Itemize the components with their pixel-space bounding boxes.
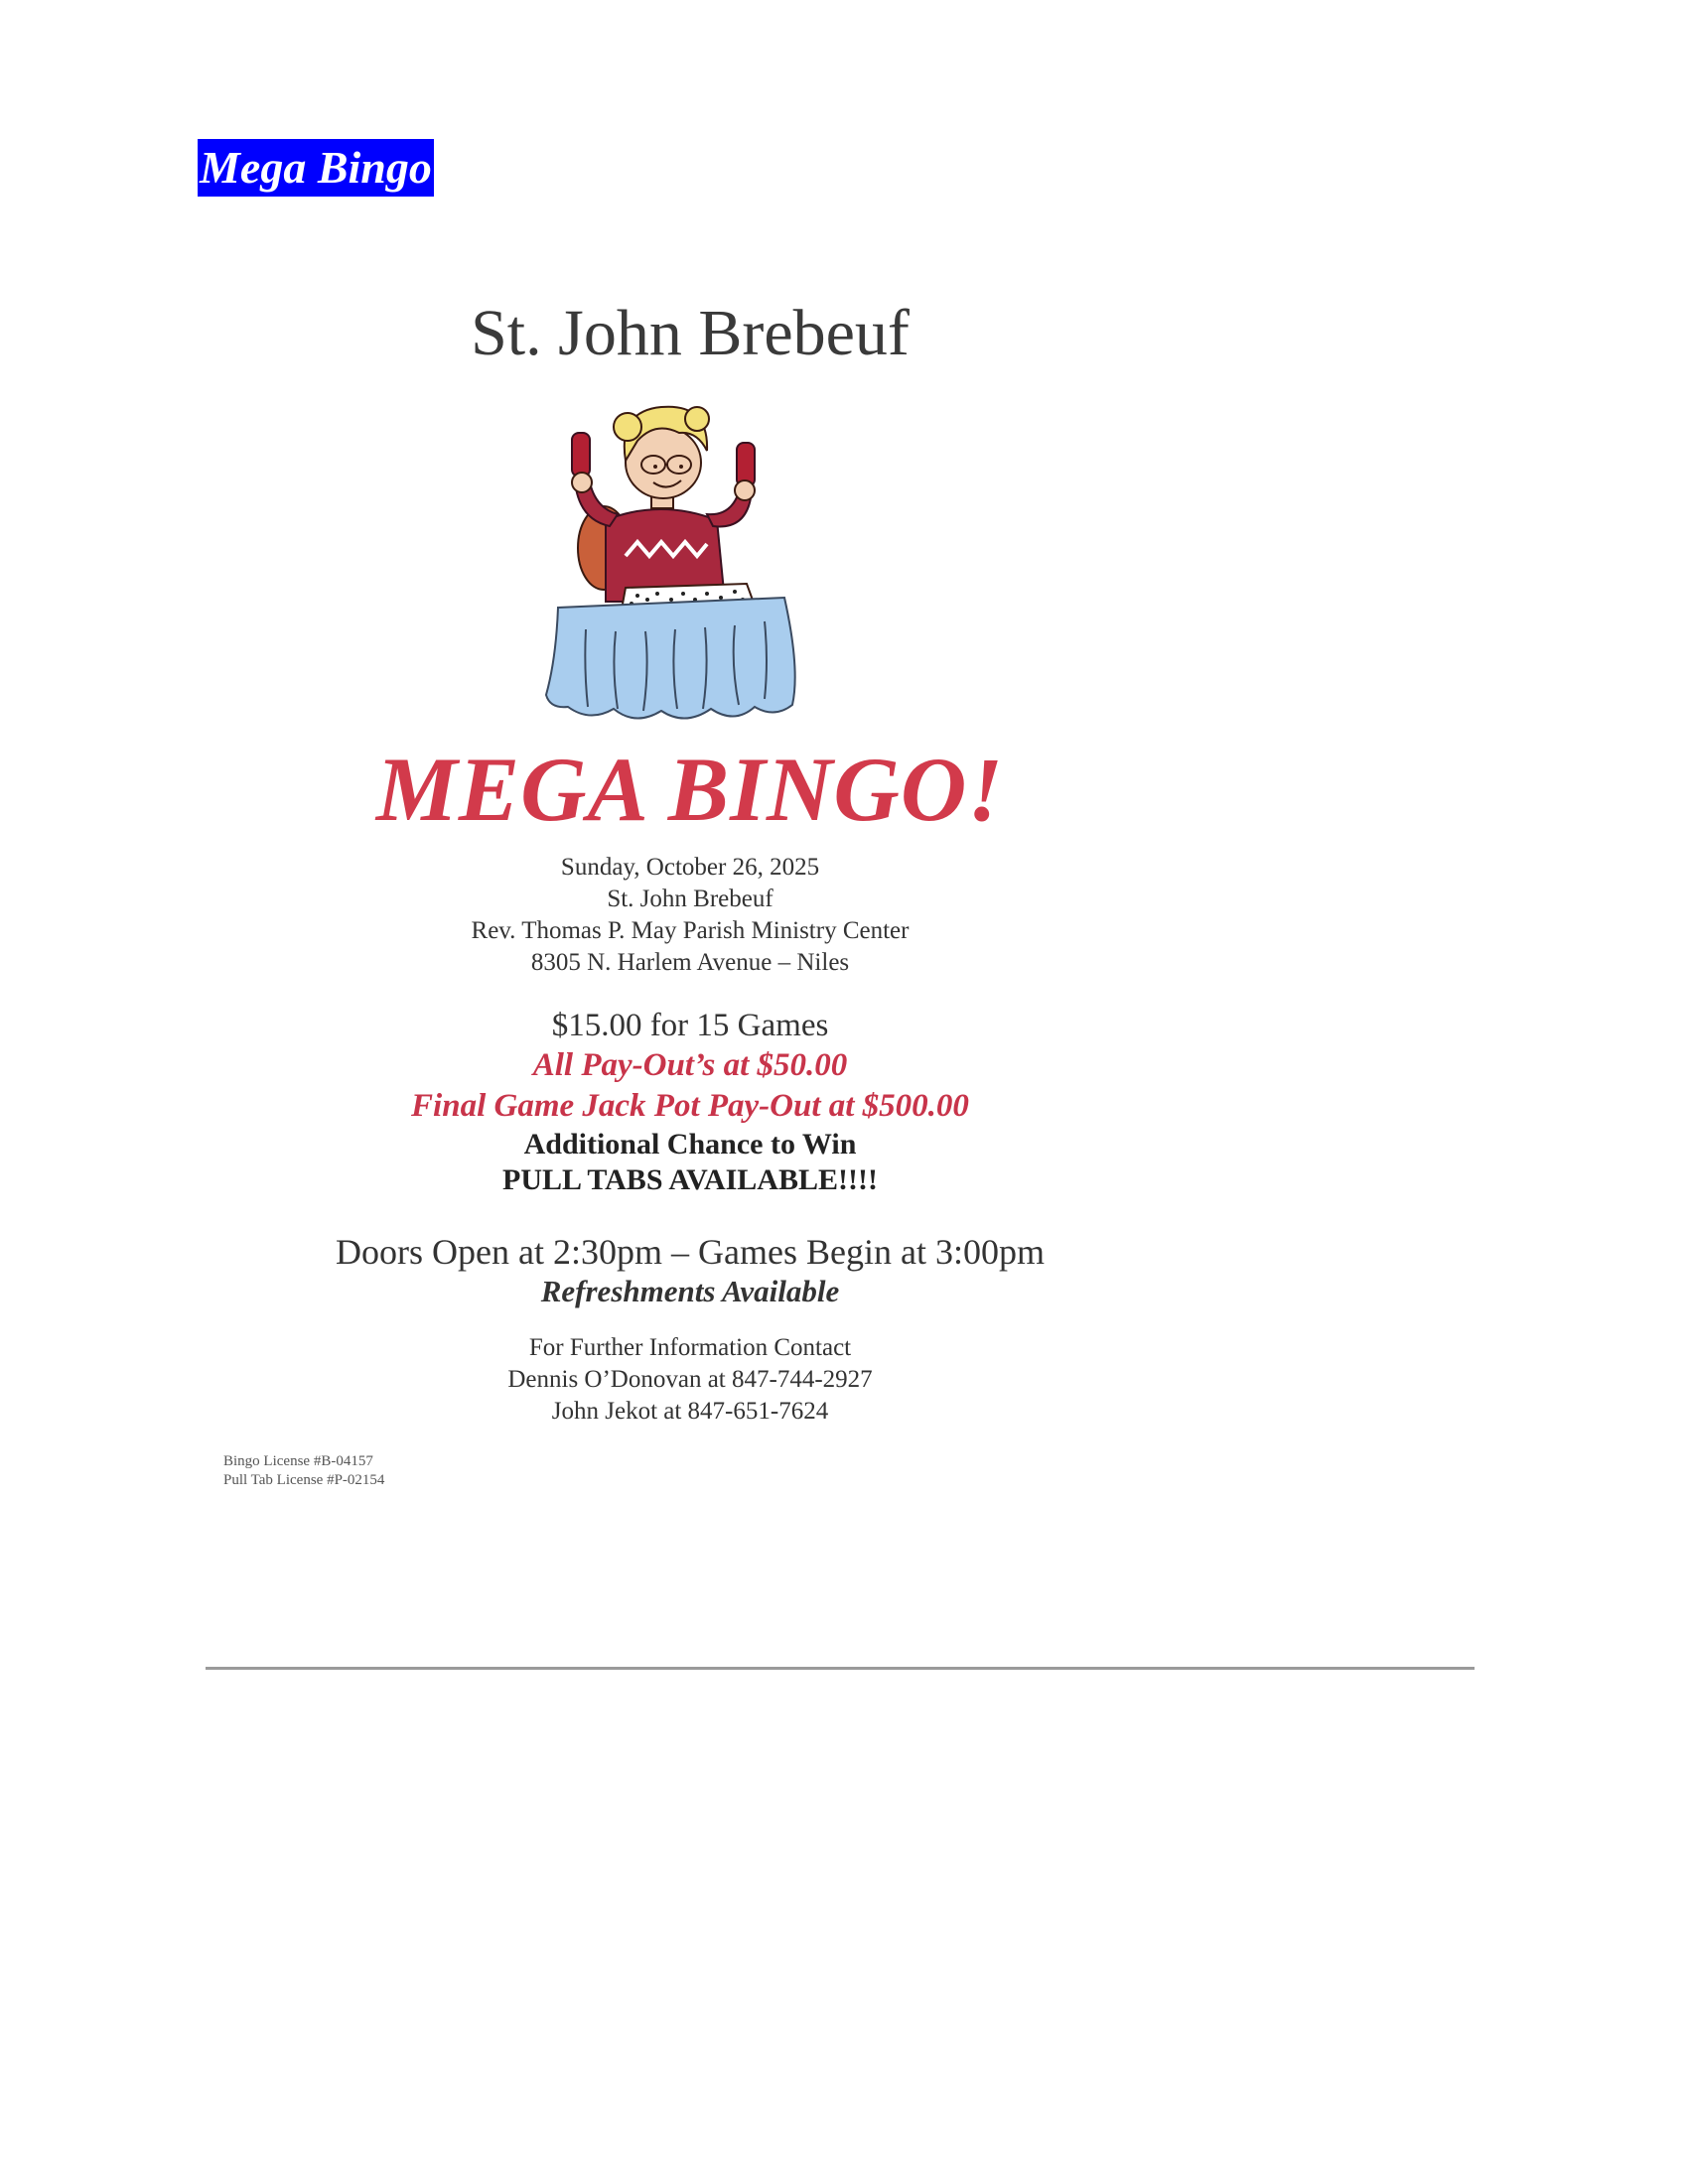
refreshments-line: Refreshments Available xyxy=(540,1274,840,1308)
flyer-title: St. John Brebeuf xyxy=(471,297,910,369)
mega-bingo-heading-link[interactable]: Mega Bingo xyxy=(198,139,434,197)
horizontal-divider xyxy=(206,1667,1475,1670)
additional-chance-line: Additional Chance to Win xyxy=(523,1128,857,1160)
mega-bingo-headline: MEGA BINGO! xyxy=(375,739,1005,840)
contact-heading: For Further Information Contact xyxy=(528,1334,852,1361)
event-date: Sunday, October 26, 2025 xyxy=(560,854,820,881)
event-parish: St. John Brebeuf xyxy=(607,886,774,912)
pull-tabs-line: PULL TABS AVAILABLE!!!! xyxy=(502,1163,878,1196)
schedule-line: Doors Open at 2:30pm – Games Begin at 3:00pm xyxy=(336,1232,1045,1272)
bingo-flyer-image xyxy=(209,268,1082,1509)
contact-dennis: Dennis O’Donovan at 847-744-2927 xyxy=(507,1366,873,1393)
event-address: 8305 N. Harlem Avenue – Niles xyxy=(530,949,850,976)
price-line: $15.00 for 15 Games xyxy=(551,1008,829,1043)
pull-tab-license: Pull Tab License #P-02154 xyxy=(223,1472,385,1488)
bingo-license: Bingo License #B-04157 xyxy=(223,1453,373,1469)
jackpot-line: Final Game Jack Pot Pay-Out at $500.00 xyxy=(411,1088,969,1124)
payout-line: All Pay-Out’s at $50.00 xyxy=(532,1047,848,1083)
event-venue: Rev. Thomas P. May Parish Ministry Center xyxy=(471,917,910,944)
bingo-player-illustration xyxy=(487,371,844,729)
contact-john: John Jekot at 847-651-7624 xyxy=(551,1398,829,1425)
